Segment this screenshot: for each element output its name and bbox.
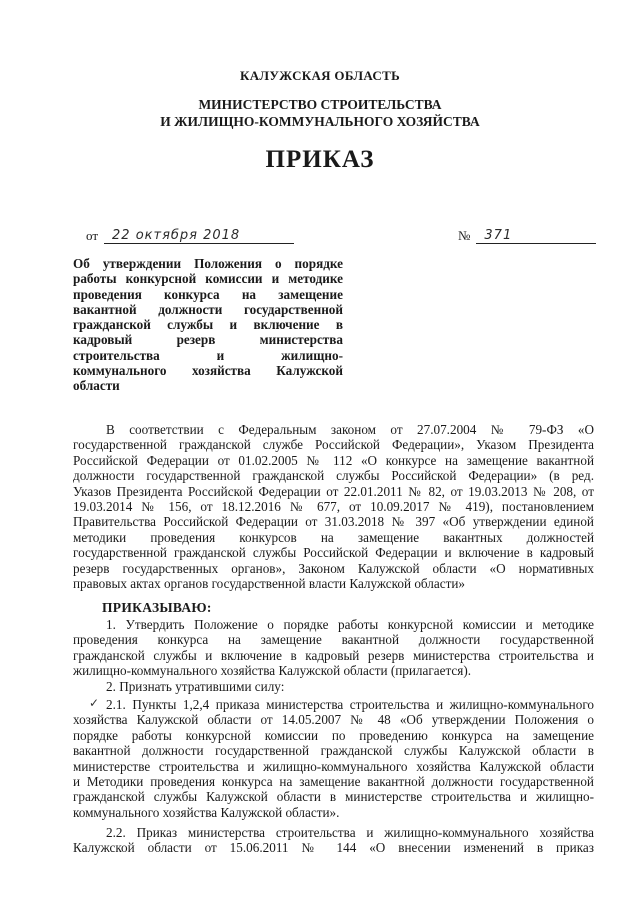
date-field: [86, 228, 294, 244]
number-underline: [476, 229, 596, 244]
text-line: вакантной должности государственной гражданской службы Калужской области в: [73, 743, 594, 759]
subject-line: кадровый резерв министерства: [73, 332, 343, 348]
item-2-1-paragraph: [73, 697, 594, 820]
text-line: гражданской службы и включение в кадровый резерв министерства строительства и: [73, 647, 594, 663]
preamble-paragraph: [73, 422, 594, 591]
subject-line: работы конкурсной комиссии и методике: [73, 271, 343, 287]
number-handwritten: 371: [484, 228, 513, 243]
number-prefix: №: [458, 228, 471, 243]
text-line: проведения конкурса на замещение вакантной должности государственной: [73, 632, 594, 648]
subject-line: вакантной должности государственной: [73, 301, 343, 317]
document-title: ПРИКАЗ: [265, 146, 375, 173]
text-line: 2.1. Пункты 1,2,4 приказа министерства строительства и жилищно-коммунального: [106, 697, 594, 712]
subject-block: [73, 256, 343, 394]
text-line: 1. Утвердить Положение о порядке работы конкурсной комиссии и методике: [106, 617, 594, 632]
text-line: Правительства Российской Федерации от 31.03.2018 № 397 «Об утверждении единой: [73, 514, 594, 530]
item-2-2-paragraph: [73, 825, 594, 856]
text-line: должности государственной гражданской службы Российской Федерации» (в ред.: [73, 468, 594, 484]
text-line: гражданской службы Калужской области в министерстве строительства и жилищно-: [73, 789, 594, 805]
text-line: методики проведения конкурсов на замещение вакантных должностей: [73, 529, 594, 545]
ministry-heading: [0, 96, 640, 130]
text-line: 2.2. Приказ министерства строительства и жилищно-коммунального хозяйства: [106, 825, 594, 840]
text-line: В соответствии с Федеральным законом от 27.07.2004 № 79-ФЗ «О: [106, 422, 594, 437]
subject-line: гражданской службы и включение в: [73, 317, 343, 333]
text-line: порядке работы конкурсной комиссии по проведению конкурса на замещение: [73, 727, 594, 743]
text-line: министерстве строительства и жилищно-коммунального хозяйства Калужской области: [73, 758, 594, 774]
text-line: хозяйства Калужской области от 14.05.2007 № 48 «Об утверждении Положения о: [73, 712, 594, 728]
text-line: Российской Федерации от 01.02.2005 № 112 «О конкурсе на замещение вакантной: [73, 452, 594, 468]
number-field: [458, 228, 596, 244]
orders-label: ПРИКАЗЫВАЮ:: [102, 600, 212, 615]
text-line: и Методики проведения конкурса на замещение вакантной должности государственной: [73, 774, 594, 790]
subject-line: Об утверждении Положения о порядке: [73, 256, 343, 271]
subject-line: коммунального хозяйства Калужской: [73, 363, 343, 379]
text-line: жилищно-коммунального хозяйства Калужской области (прилагается).: [73, 663, 472, 679]
item-1-paragraph: [73, 617, 594, 679]
text-line: резерв государственных органов», Законом Калужской области «О нормативных: [73, 560, 594, 576]
ministry-heading-line2: И ЖИЛИЩНО-КОММУНАЛЬНОГО ХОЗЯЙСТВА: [160, 114, 480, 129]
subject-line: проведения конкурса на замещение: [73, 286, 343, 302]
text-line: государственной гражданской службе Российской Федерации», Указом Президента: [73, 437, 594, 453]
text-line: коммунального хозяйства Калужской области».: [73, 804, 340, 820]
text-line: Указов Президента Российской Федерации от 22.01.2011 № 82, от 19.03.2013 № 208, от: [73, 483, 594, 499]
text-line: 2. Признать утратившими силу:: [106, 679, 285, 694]
text-line: правовых актах органов государственной власти Калужской области»: [73, 576, 466, 592]
text-line: 19.03.2014 № 156, от 18.12.2016 № 677, от 10.09.2017 № 419), постановлением: [73, 499, 594, 515]
region-heading: КАЛУЖСКАЯ ОБЛАСТЬ: [240, 68, 400, 83]
date-underline: [104, 229, 294, 244]
date-prefix: от: [86, 228, 99, 243]
margin-mark: ✓: [89, 696, 100, 710]
subject-line: строительства и жилищно-: [73, 347, 343, 363]
ministry-heading-line1: МИНИСТЕРСТВО СТРОИТЕЛЬСТВА: [198, 97, 442, 112]
item-2-paragraph: [73, 679, 594, 694]
subject-line: области: [73, 378, 120, 394]
date-handwritten: 22 октября 2018: [112, 228, 241, 243]
text-line: Калужской области от 15.06.2011 № 144 «О внесении изменений в приказ: [73, 840, 594, 856]
text-line: государственной гражданской службы Российской Федерации и включение в кадровый: [73, 545, 594, 561]
